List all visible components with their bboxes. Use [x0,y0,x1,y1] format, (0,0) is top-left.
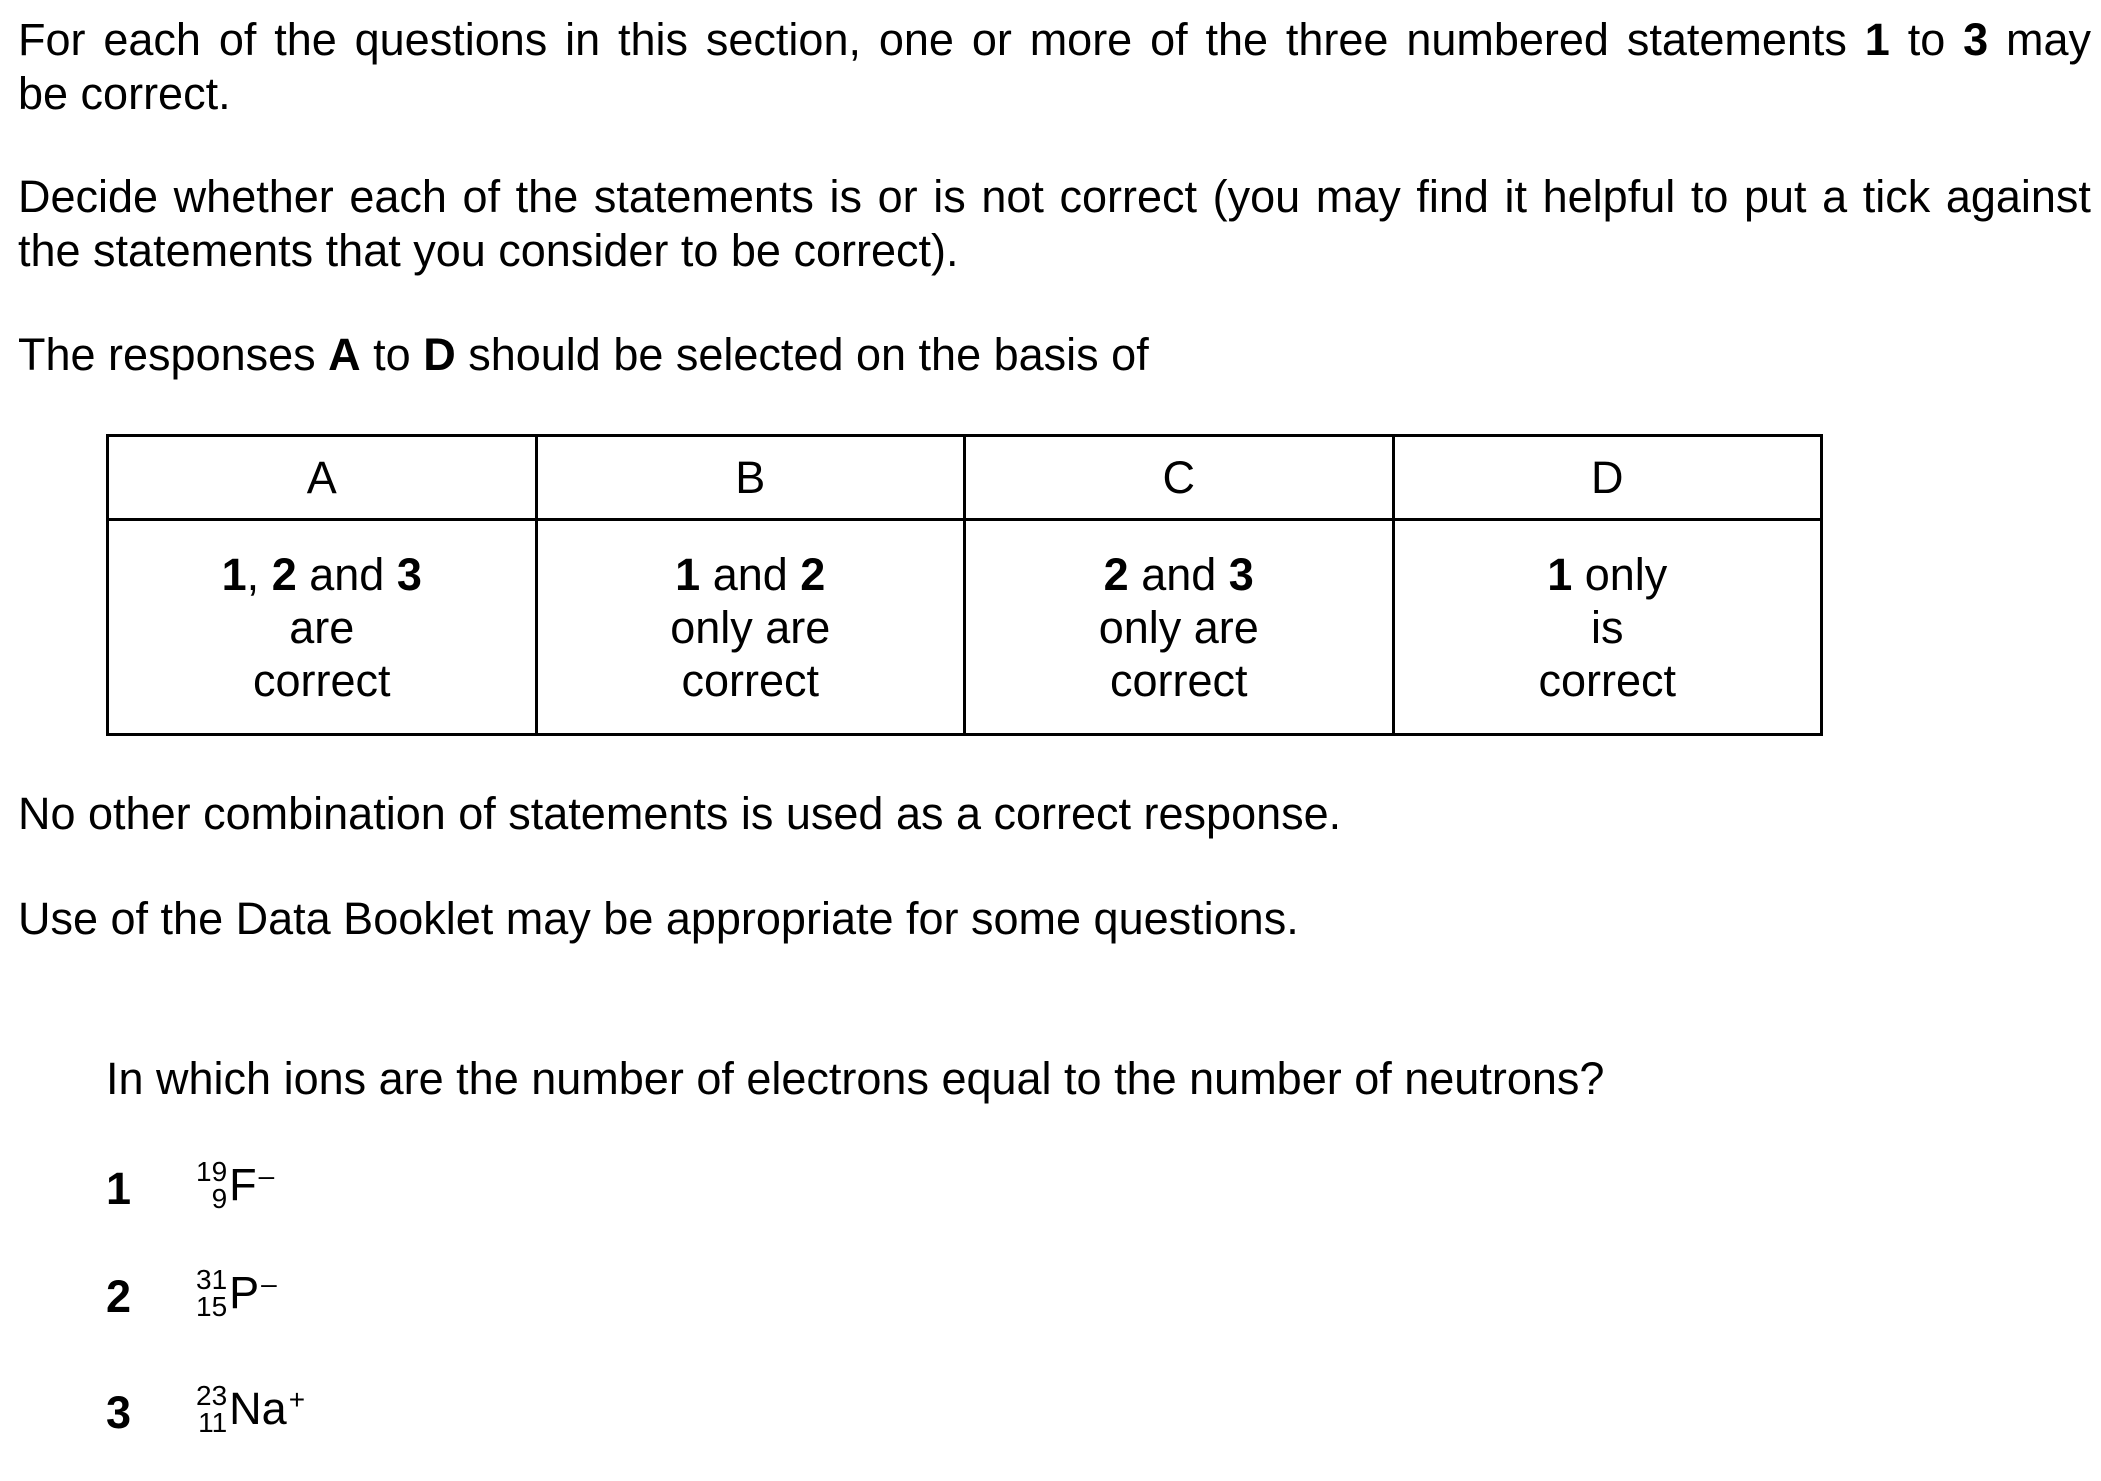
word: put [1743,171,1807,222]
word: each [103,14,201,65]
word: one [878,14,954,65]
word: of [1150,14,1188,65]
text: to [360,329,424,380]
mass-number: 23 [196,1380,228,1411]
mass-number: 19 [196,1156,228,1187]
word: against [1945,171,2091,222]
cell-line-2: only are [1098,601,1259,653]
text-bold: A [328,329,361,380]
word: may [2005,14,2091,65]
word: a [1822,171,1848,222]
word: the [1205,14,1269,65]
cell-text: , [246,548,272,600]
element-symbol: F [229,1159,257,1210]
intro-paragraph-1-line-2: be correct. [18,68,231,119]
element-symbol: Na [229,1383,287,1434]
cell-line-3: correct [1538,654,1677,706]
note-data-booklet: Use of the Data Booklet may be appropriate for some questions. [18,893,1299,944]
nuclide-fluoride [196,1158,274,1212]
atomic-number: 15 [196,1291,228,1322]
word: the [274,14,337,65]
intro-paragraph-2-line-2: the statements that you consider to be correct). [18,225,959,276]
word: numbered [1406,14,1609,65]
element-symbol: P [229,1267,260,1318]
ion-charge: – [258,1160,275,1191]
table-header-row [108,436,1822,520]
cell-text: and [1128,548,1229,600]
cell-line-3: correct [681,654,820,706]
cell-text: and [296,548,397,600]
cell-bold: 1 [1547,548,1573,600]
table-row [108,520,1822,735]
cell-bold: 2 [271,548,297,600]
word: or [971,14,1012,65]
word: each [349,171,447,222]
column-header: D [1393,436,1822,520]
atomic-number: 9 [211,1183,228,1214]
nuclide-phosphide [196,1266,277,1320]
statement-number: 3 [106,1387,132,1438]
intro-paragraph-2-line-1 [18,170,2091,224]
ion-charge: + [288,1384,306,1415]
word: tick [1862,171,1931,222]
text-bold: D [423,329,456,380]
cell-bold: 2 [800,548,826,600]
nuclide-numbers [196,1158,227,1212]
column-header: C [965,436,1394,520]
word: section, [705,14,861,65]
nuclide-numbers [196,1266,227,1320]
cell-text: and [700,548,801,600]
column-header: B [536,436,965,520]
word: not [981,171,1044,222]
word: three [1285,14,1389,65]
mass-number: 31 [196,1264,228,1295]
word-bold: 3 [1963,14,1989,65]
word: may [1315,171,1401,222]
word: in [565,14,601,65]
cell-text: only [1572,548,1668,600]
cell-bold: 2 [1103,548,1129,600]
cell-line-3: correct [252,654,391,706]
word: it [1504,171,1528,222]
statement-number: 2 [106,1271,132,1322]
nuclide-sodium-ion [196,1382,305,1436]
text: The responses [18,329,329,380]
cell-bold: 1 [675,548,701,600]
response-cell-d [1393,520,1822,735]
nuclide-numbers [196,1382,227,1436]
cell-line-2: are [289,601,355,653]
response-key-table [106,434,1823,736]
word: is [829,171,863,222]
cell-line-2: only are [670,601,831,653]
word: (you [1212,171,1301,222]
intro-paragraph-1-line-1 [18,13,2091,67]
cell-line-3: correct [1109,654,1248,706]
word: helpful [1542,171,1676,222]
word: of [462,171,501,222]
atomic-number: 11 [198,1407,228,1438]
text: should be selected on the basis of [455,329,1149,380]
column-header: A [108,436,537,520]
word: statements [1626,14,1847,65]
word: or [877,171,918,222]
cell-bold: 3 [1228,548,1254,600]
word: of [218,14,257,65]
word: Decide [18,171,159,222]
word: statements [593,171,814,222]
word: find [1416,171,1489,222]
word-bold: 1 [1864,14,1890,65]
ion-charge: – [261,1268,277,1299]
word: this [618,14,689,65]
word: is [933,171,966,222]
word: to [1907,14,1946,65]
response-cell-a [108,520,537,735]
response-cell-c [965,520,1394,735]
word: correct [1059,171,1198,222]
word: questions [354,14,548,65]
statement-number: 1 [106,1163,132,1214]
response-cell-b [536,520,965,735]
word: the [515,171,579,222]
cell-line-2: is [1591,601,1624,653]
word: more [1029,14,1133,65]
intro-paragraph-3 [18,328,1149,382]
cell-bold: 1 [221,548,247,600]
question-text: In which ions are the number of electrons equal to the number of neutrons? [106,1053,1605,1104]
word: to [1690,171,1729,222]
word: For [18,14,86,65]
note-no-other-combination: No other combination of statements is used as a correct response. [18,788,1342,839]
word: whether [173,171,334,222]
cell-bold: 3 [396,548,422,600]
